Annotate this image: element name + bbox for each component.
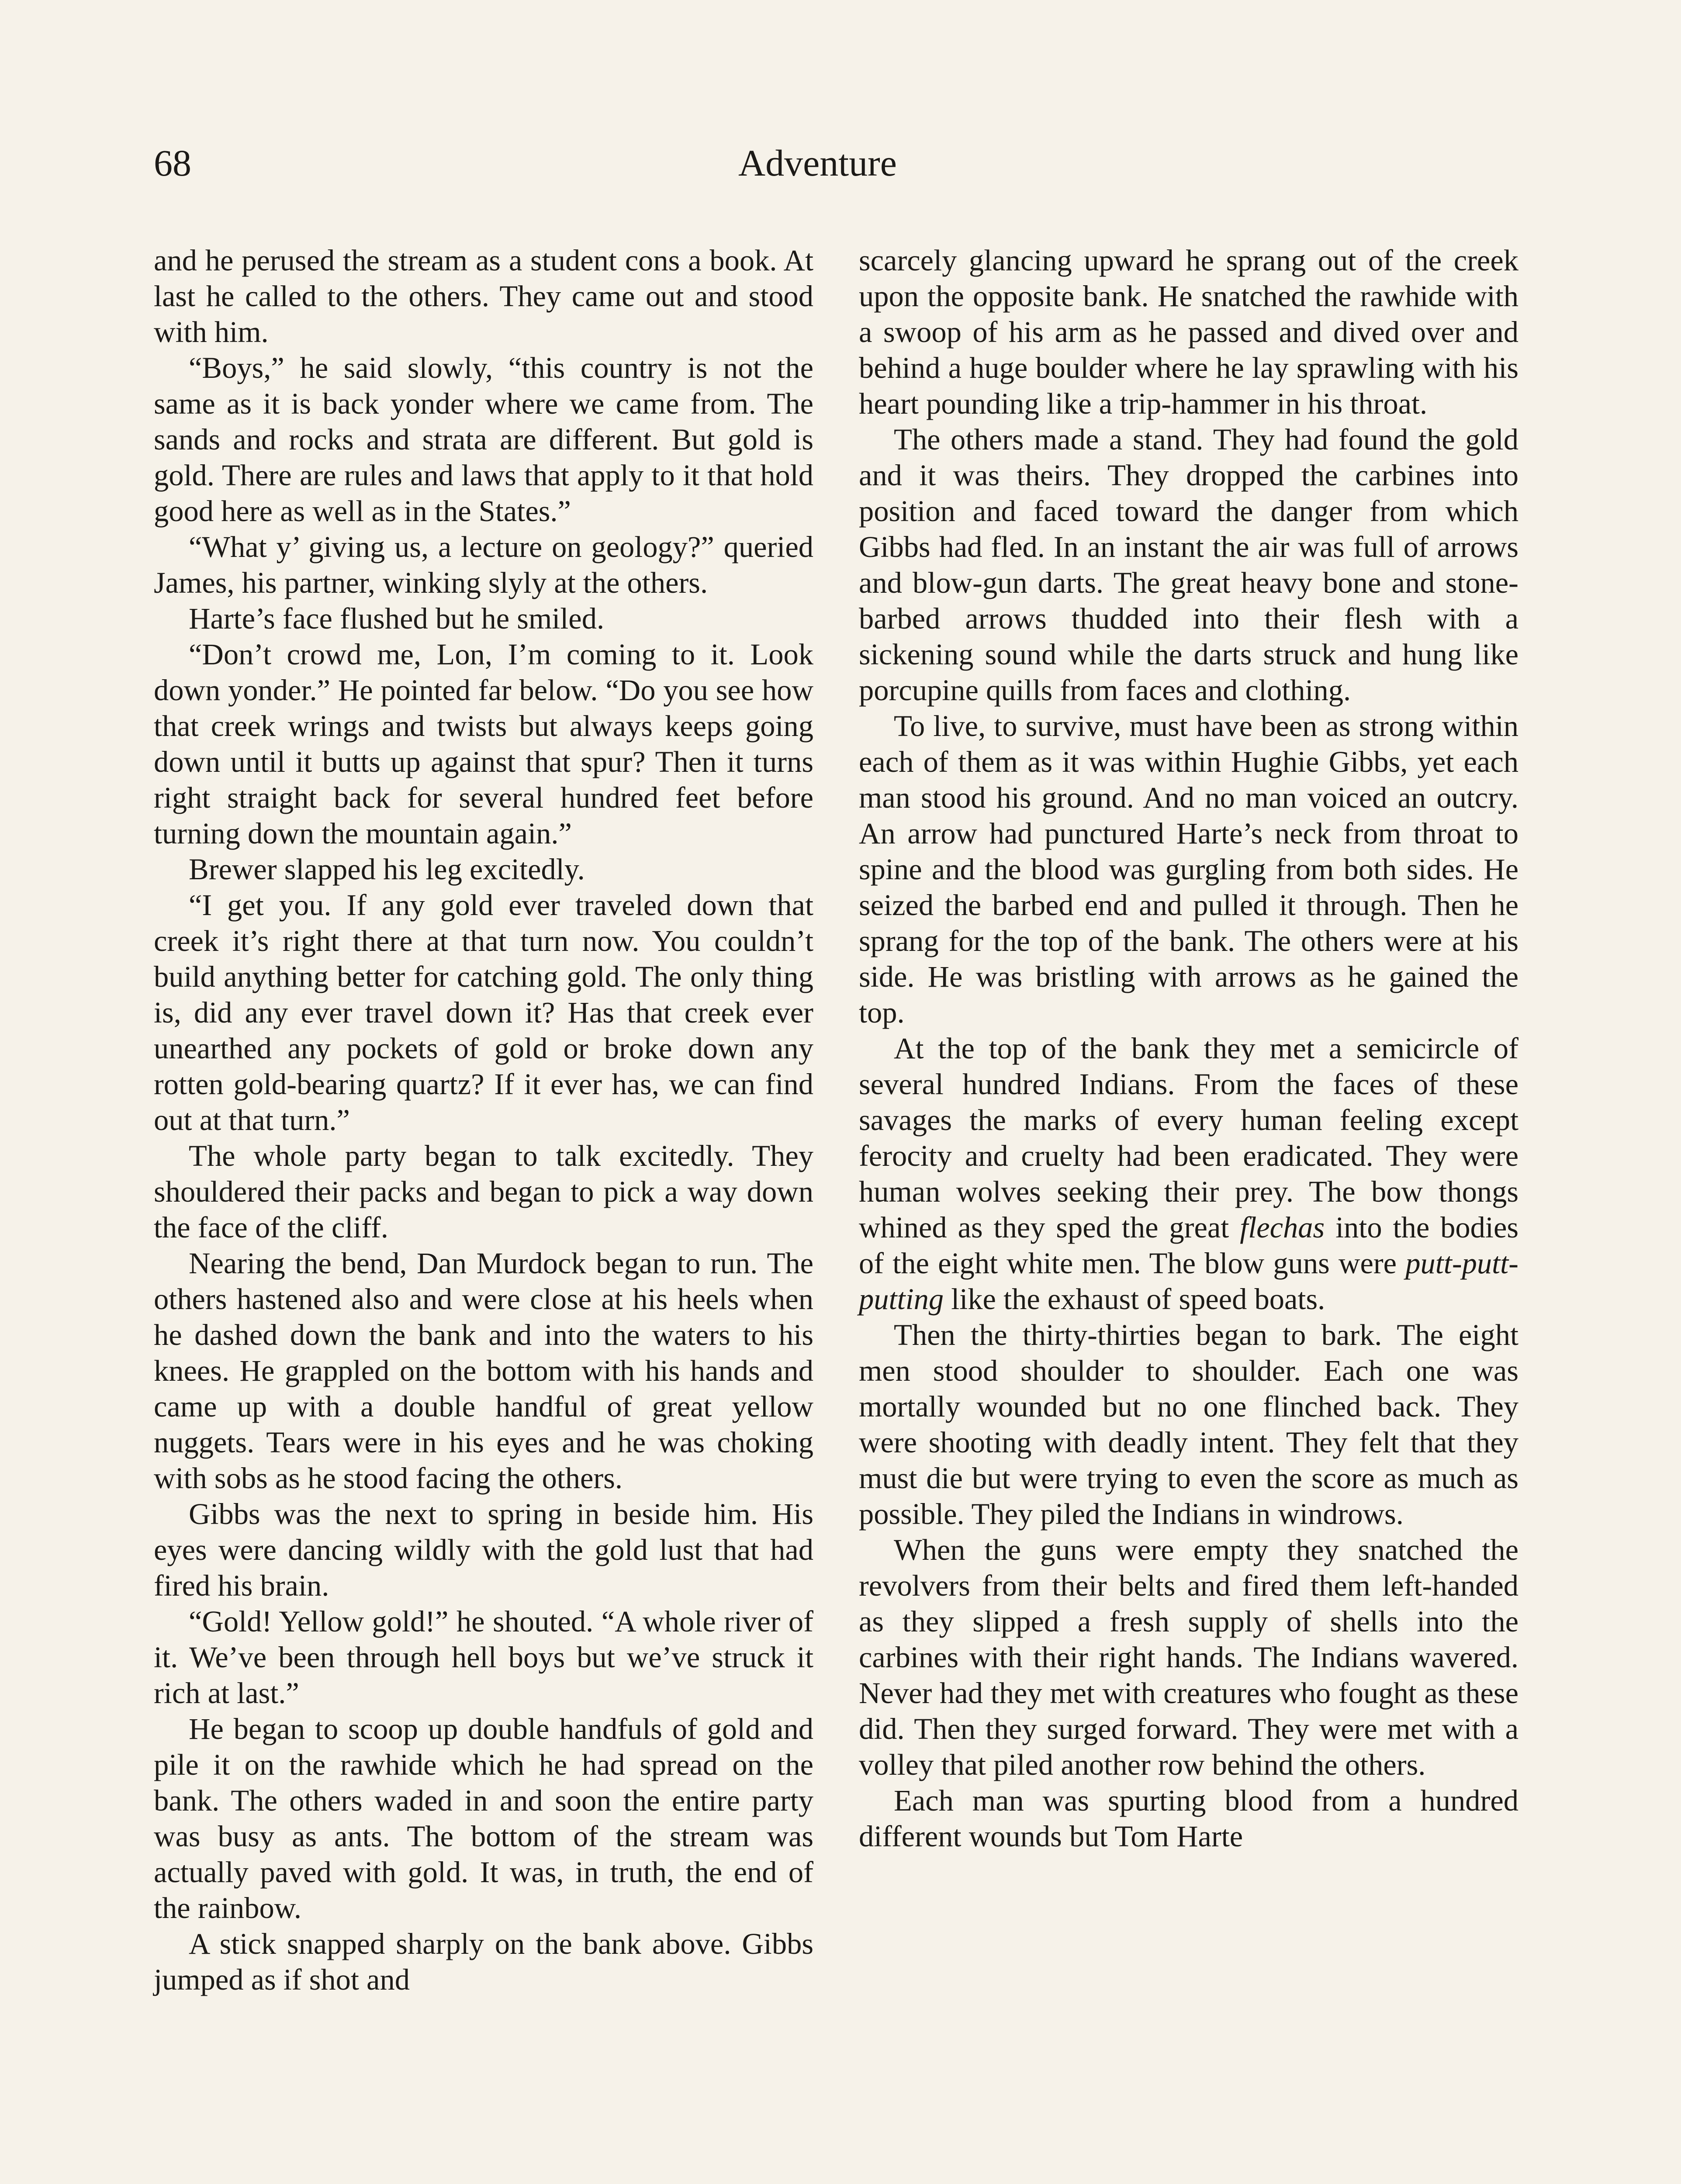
paragraph: “Boys,” he said slowly, “this country is not the same as it is back yonder where we came from. The sands and rocks and strata are different. But gold is gold. There are rules and laws that apply to it that hold good here as well as in the States.” <box>154 351 813 528</box>
paragraph: Brewer slapped his leg excitedly. <box>189 853 585 886</box>
right-column <box>859 242 1518 1854</box>
paragraph: “Don’t crowd me, Lon, I’m coming to it. Look down yonder.” He pointed far below. “Do you see how that creek wrings and twists but always keeps going down until it butts up against that spur? Then it turns right straight back for several hundred feet before turning down the mountain again.” <box>154 638 813 850</box>
paragraph: The others made a stand. They had found the gold and it was theirs. They dropped the carbines into position and faced toward the danger from which Gibbs had fled. In an instant the air was full of arrows and blow-gun darts. The great heavy bone and stone-barbed arrows thudded into their flesh with a sickening sound while the darts struck and hung like porcupine quills from faces and clothing. <box>859 423 1518 707</box>
paragraph: The whole party began to talk excitedly. They shouldered their packs and began to pick a way down the face of the cliff. <box>154 1139 813 1244</box>
paragraph: When the guns were empty they snatched the revolvers from their belts and fired them left-handed as they slipped a fresh supply of shells into the carbines with their right hands. The Indians wavered. Never had they met with creatures who fought as these did. Then they surged forward. They were met with a volley that piled another row behind the others. <box>859 1533 1518 1781</box>
left-column <box>154 242 813 1997</box>
paragraph: “I get you. If any gold ever traveled down that creek it’s right there at that turn now. You couldn’t build anything better for catching gold. The only thing is, did any ever travel down it? Has that creek ever unearthed any pockets of gold or broke down any rotten gold-bearing quartz? If it ever has, we can find out at that turn.” <box>154 888 813 1137</box>
paragraph: At the top of the bank they met a semicircle of several hundred Indians. From the faces of these savages the marks of every human feeling except ferocity and cruelty had been eradicated. They were human wolves seeking their prey. The bow thongs whined as they sped the great flechas into the bodies of the eight white men. The blow guns were putt-putt-putting like the exhaust of speed boats. <box>859 1032 1519 1316</box>
paragraph: Harte’s face flushed but he smiled. <box>189 602 605 635</box>
paragraph: “What y’ giving us, a lecture on geology?” queried James, his partner, winking slyly at the others. <box>154 530 813 599</box>
paragraph: Each man was spurting blood from a hundred different wounds but Tom Harte <box>859 1784 1518 1853</box>
page-number: 68 <box>154 142 191 184</box>
paragraph: and he perused the stream as a student cons a book. At last he called to the others. They came out and stood with him. <box>154 244 813 349</box>
paragraph: Nearing the bend, Dan Murdock began to run. The others hastened also and were close at his heels when he dashed down the bank and into the waters to his knees. He grappled on the bottom with his hands and came up with a double handful of great yellow nuggets. Tears were in his eyes and he was choking with sobs as he stood facing the others. <box>154 1247 813 1495</box>
paragraph: He began to scoop up double handfuls of gold and pile it on the rawhide which he had spread on the bank. The others waded in and soon the entire party was busy as ants. The bottom of the stream was actually paved with gold. It was, in truth, the end of the rainbow. <box>154 1712 813 1925</box>
running-title: Adventure <box>738 142 897 184</box>
paragraph: “Gold! Yellow gold!” he shouted. “A whole river of it. We’ve been through hell boys but we’ve struck it rich at last.” <box>154 1605 813 1710</box>
paragraph: scarcely glancing upward he sprang out of the creek upon the opposite bank. He snatched the rawhide with a swoop of his arm as he passed and dived over and behind a huge boulder where he lay sprawling with his heart pounding like a trip-hammer in his throat. <box>859 244 1518 420</box>
paragraph: A stick snapped sharply on the bank above. Gibbs jumped as if shot and <box>154 1927 813 1996</box>
paragraph: To live, to survive, must have been as strong within each of them as it was within Hughie Gibbs, yet each man stood his ground. And no man voiced an outcry. An arrow had punctured Harte’s neck from throat to spine and the blood was gurgling from both sides. He seized the barbed end and pulled it through. Then he sprang for the top of the bank. The others were at his side. He was bristling with arrows as he gained the top. <box>859 709 1518 1029</box>
paragraph: Then the thirty-thirties began to bark. The eight men stood shoulder to shoulder. Each one was mortally wounded but no one flinched back. They were shooting with deadly intent. They felt that they must die but were trying to even the score as much as possible. They piled the Indians in windrows. <box>859 1318 1518 1531</box>
paragraph: Gibbs was the next to spring in beside him. His eyes were dancing wildly with the gold lust that had fired his brain. <box>154 1497 813 1602</box>
